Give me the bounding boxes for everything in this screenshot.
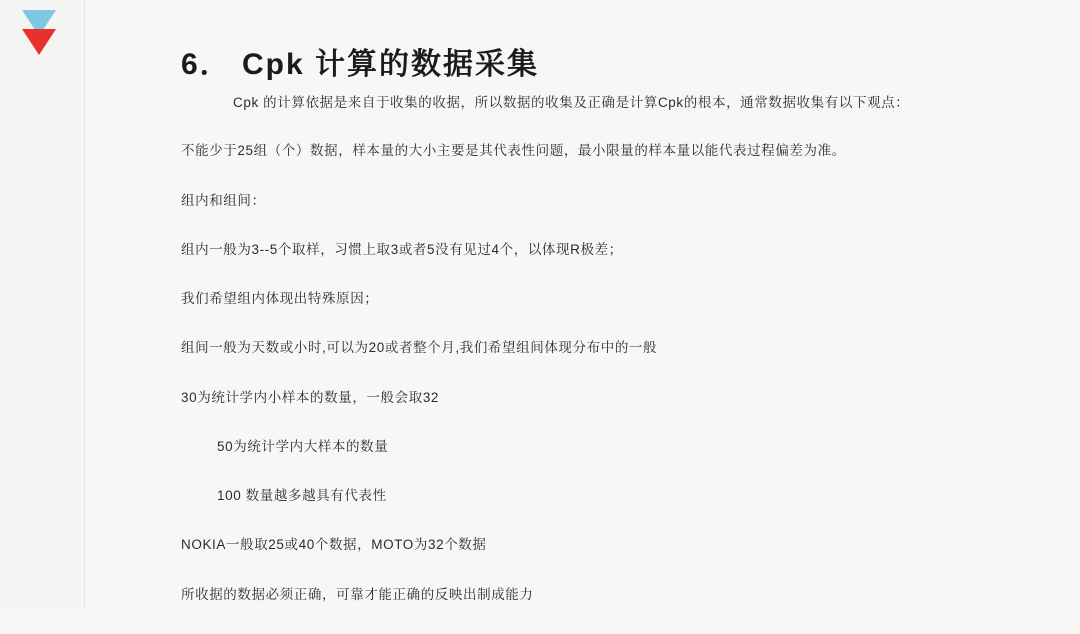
paragraph: 30为统计学内小样本的数量，一般会取32 [181,389,440,405]
paragraph: 100 数量越多越具有代表性 [217,488,387,503]
slide-content [84,0,1080,608]
decoration-triangles [22,10,62,70]
triangle-red-icon [22,29,56,55]
paragraph: 组内和组间： [181,192,266,208]
paragraph: Cpk 的计算依据是来自于收集的收据，所以数据的收集及正确是计算Cpk的根本，通常数据收集有以下观点： [233,95,910,110]
page-title: 6． Cpk 计算的数据采集 [181,48,540,81]
paragraph: 组内一般为3--5个取样，习惯上取3或者5没有见过4个，以体现R极差； [181,241,623,257]
paragraph: 50为统计学内大样本的数量 [217,438,389,454]
paragraph: 组间一般为天数或小时,可以为20或者整个月,我们希望组间体现分布中的一般 [181,340,658,356]
body-text-block [181,93,1011,634]
paragraph: 我们希望组内体现出特殊原因； [181,291,379,306]
paragraph: NOKIA一般取25或40个数据，MOTO为32个数据 [181,537,487,553]
paragraph: 不能少于25组（个）数据，样本量的大小主要是其代表性问题，最小限量的样本量以能代表过程偏差为准。 [181,143,846,159]
left-rail [0,0,85,608]
paragraph: 所收据的数据必须正确，可靠才能正确的反映出制成能力 [181,586,534,602]
